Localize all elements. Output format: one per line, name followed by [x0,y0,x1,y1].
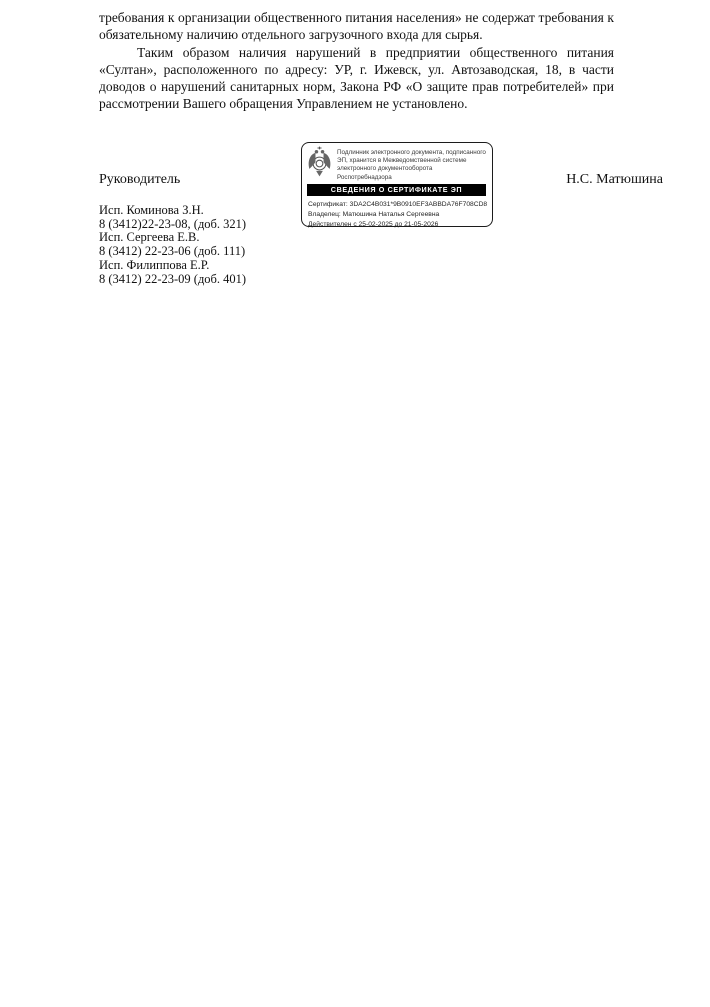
owner-value: Матюшина Наталья Сергеевна [342,210,440,218]
digital-signature-stamp [301,142,493,227]
owner-label: Владелец: [308,210,341,218]
rospotrebnadzor-emblem-icon [306,146,333,177]
stamp-certificate-details [306,200,487,229]
stamp-header-text: Подлинник электронного документа, подписанного ЭП, хранится в Межведомственной системе электронного документооборота Роспотребнадзора [337,149,486,181]
certificate-line [308,200,487,210]
executor-name: Исп. Коминова З.Н. [99,203,204,217]
stamp-top-row [306,146,487,182]
signature-name: Н.С. Матюшина [566,172,663,187]
owner-line [308,210,487,220]
stamp-banner: СВЕДЕНИЯ О СЕРТИФИКАТЕ ЭП [307,184,486,197]
signature-title: Руководитель [99,172,181,187]
paragraph: требования к организации общественного питания населения» не содержат требования к обязательному наличию отдельного загрузочного входа для сырья. [99,10,614,43]
executor-name: Исп. Сергеева Е.В. [99,230,200,245]
body-text [99,9,614,113]
executor-phone: 8 (3412) 22-23-06 (доб. 111) [99,244,246,259]
certificate-label: Сертификат: [308,201,348,209]
certificate-value: 3DA2C4B031*9B0910EF3ABBDA76F708CD8 [349,201,488,209]
paragraph: Таким образом наличия нарушений в предприятии общественного питания «Султан», расположенного по адресу: УР, г. Ижевск, ул. Автозаводская, 18, в части доводов о нарушений санитарных норм, Закона РФ «О защите прав потребителей» при рассмотрении Вашего обращения Управлением не установлено. [99,44,614,112]
validity-line: Действителен с 25-02-2025 до 21-05-2026 [308,220,439,228]
executor-phone: 8 (3412) 22-23-09 (доб. 401) [99,271,247,286]
executor-phone: 8 (3412)22-23-08, (доб. 321) [99,216,247,231]
executor-name: Исп. Филиппова Е.Р. [99,257,210,272]
executors-block [99,204,246,286]
